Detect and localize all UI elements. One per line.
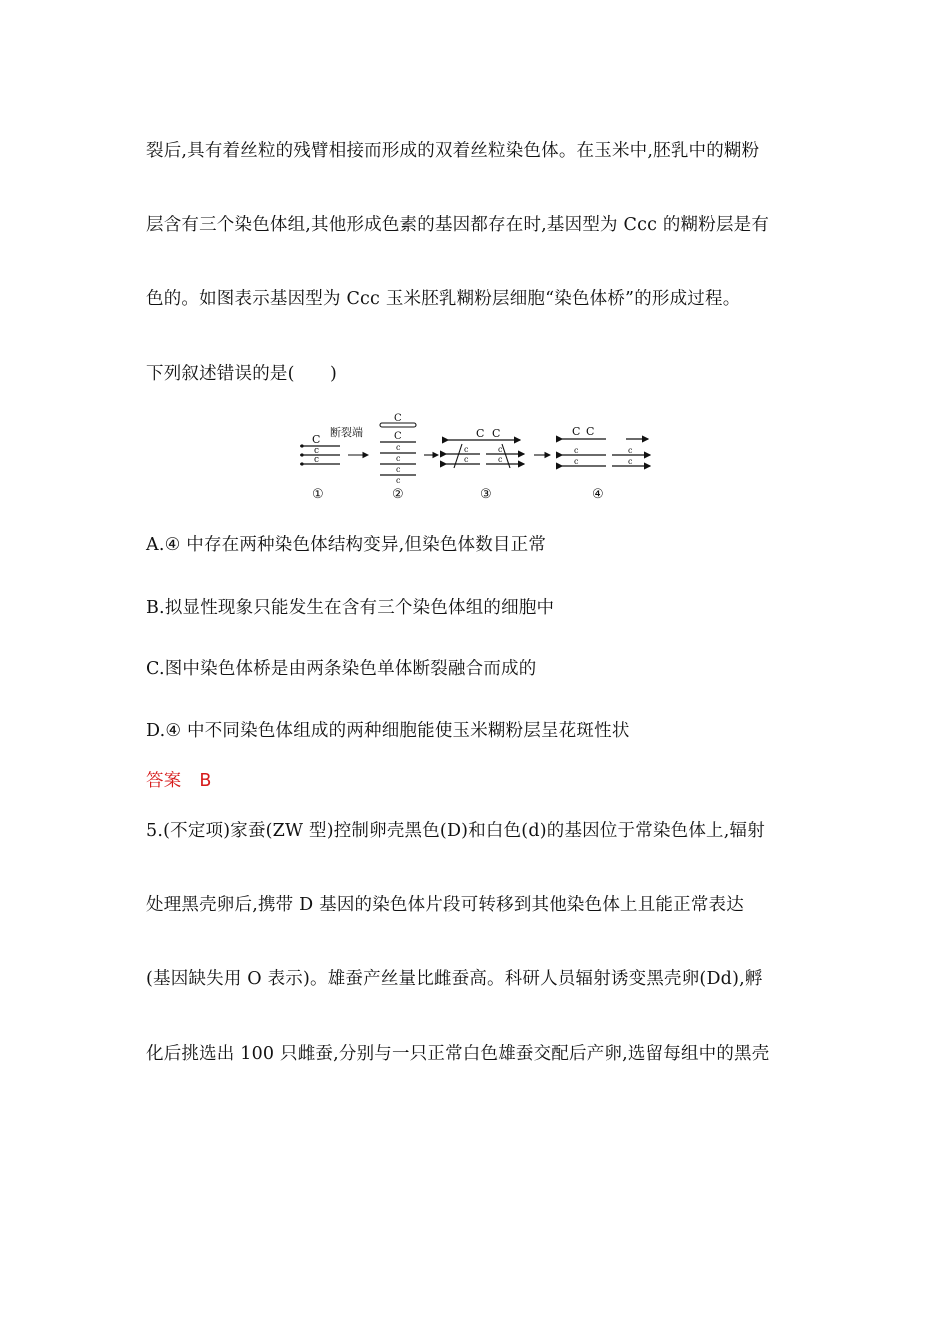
answer-label: 答案 xyxy=(146,771,182,791)
allele-c: c xyxy=(498,445,503,454)
allele-C: C xyxy=(572,425,581,438)
stage-2-diagram xyxy=(330,413,416,502)
allele-c: c xyxy=(396,465,401,474)
paragraph-line-2: 层含有三个染色体组,其他形成色素的基因都存在时,基因型为 Ccc 的糊粉层是有 xyxy=(146,215,770,235)
paragraph-line-1: 裂后,具有着丝粒的残臂相接而形成的双着丝粒染色体。在玉米中,胚乳中的糊粉 xyxy=(146,141,760,161)
allele-c: c xyxy=(574,457,579,466)
allele-c: c xyxy=(574,446,579,455)
allele-c: c xyxy=(464,445,469,454)
allele-c: c xyxy=(396,454,401,463)
centromere xyxy=(300,444,303,447)
question5-line-4: 化后挑选出 100 只雌蚕,分别与一只正常白色雄蚕交配后产卵,选留每组中的黑壳 xyxy=(146,1044,770,1064)
allele-C: C xyxy=(586,425,595,438)
option-c: C.图中染色体桥是由两条染色单体断裂融合而成的 xyxy=(146,659,537,679)
stage-1-diagram xyxy=(300,433,340,502)
stage-label-3: ③ xyxy=(480,487,492,502)
question5-line-3: (基因缺失用 O 表示)。雄蚕产丝量比雌蚕高。科研人员辐射诱变黑壳卵(Dd),孵 xyxy=(146,969,763,989)
allele-c: c xyxy=(396,443,401,452)
allele-C: C xyxy=(476,427,485,440)
allele-C: C xyxy=(394,413,402,424)
stage-label-2: ② xyxy=(392,487,404,502)
option-d: D.④ 中不同染色体组成的两种细胞能使玉米糊粉层呈花斑性状 xyxy=(146,721,630,741)
option-b: B.拟显性现象只能发生在含有三个染色体组的细胞中 xyxy=(146,598,555,618)
centromere xyxy=(300,462,303,465)
option-a: A.④ 中存在两种染色体结构变异,但染色体数目正常 xyxy=(146,535,547,555)
allele-C: C xyxy=(394,431,402,442)
allele-C: C xyxy=(492,427,501,440)
centromere xyxy=(300,453,303,456)
allele-c: c xyxy=(396,476,401,485)
allele-c: c xyxy=(464,455,469,464)
allele-c: c xyxy=(498,455,503,464)
allele-C: C xyxy=(312,433,321,446)
allele-c: c xyxy=(314,455,320,465)
stage-4-diagram xyxy=(562,425,650,502)
answer-line xyxy=(146,769,212,793)
paragraph-line-3: 色的。如图表示基因型为 Ccc 玉米胚乳糊粉层细胞“染色体桥”的形成过程。 xyxy=(146,289,741,309)
question5-line-1: 5.(不定项)家蚕(ZW 型)控制卵壳黑色(D)和白色(d)的基因位于常染色体上,辐射 xyxy=(146,821,765,841)
allele-c: c xyxy=(628,457,633,466)
allele-c: c xyxy=(314,446,320,456)
question-stem: 下列叙述错误的是( ) xyxy=(146,364,338,384)
stage-3-diagram xyxy=(446,427,524,502)
allele-c: c xyxy=(628,446,633,455)
question5-line-2: 处理黑壳卵后,携带 D 基因的染色体片段可转移到其他染色体上且能正常表达 xyxy=(146,895,744,915)
answer-value: B xyxy=(199,771,212,791)
stage-label-4: ④ xyxy=(592,487,604,502)
stage-label-1: ① xyxy=(312,487,324,502)
break-end-label: 断裂端 xyxy=(330,426,363,439)
chromosome-bridge-figure xyxy=(296,410,656,504)
